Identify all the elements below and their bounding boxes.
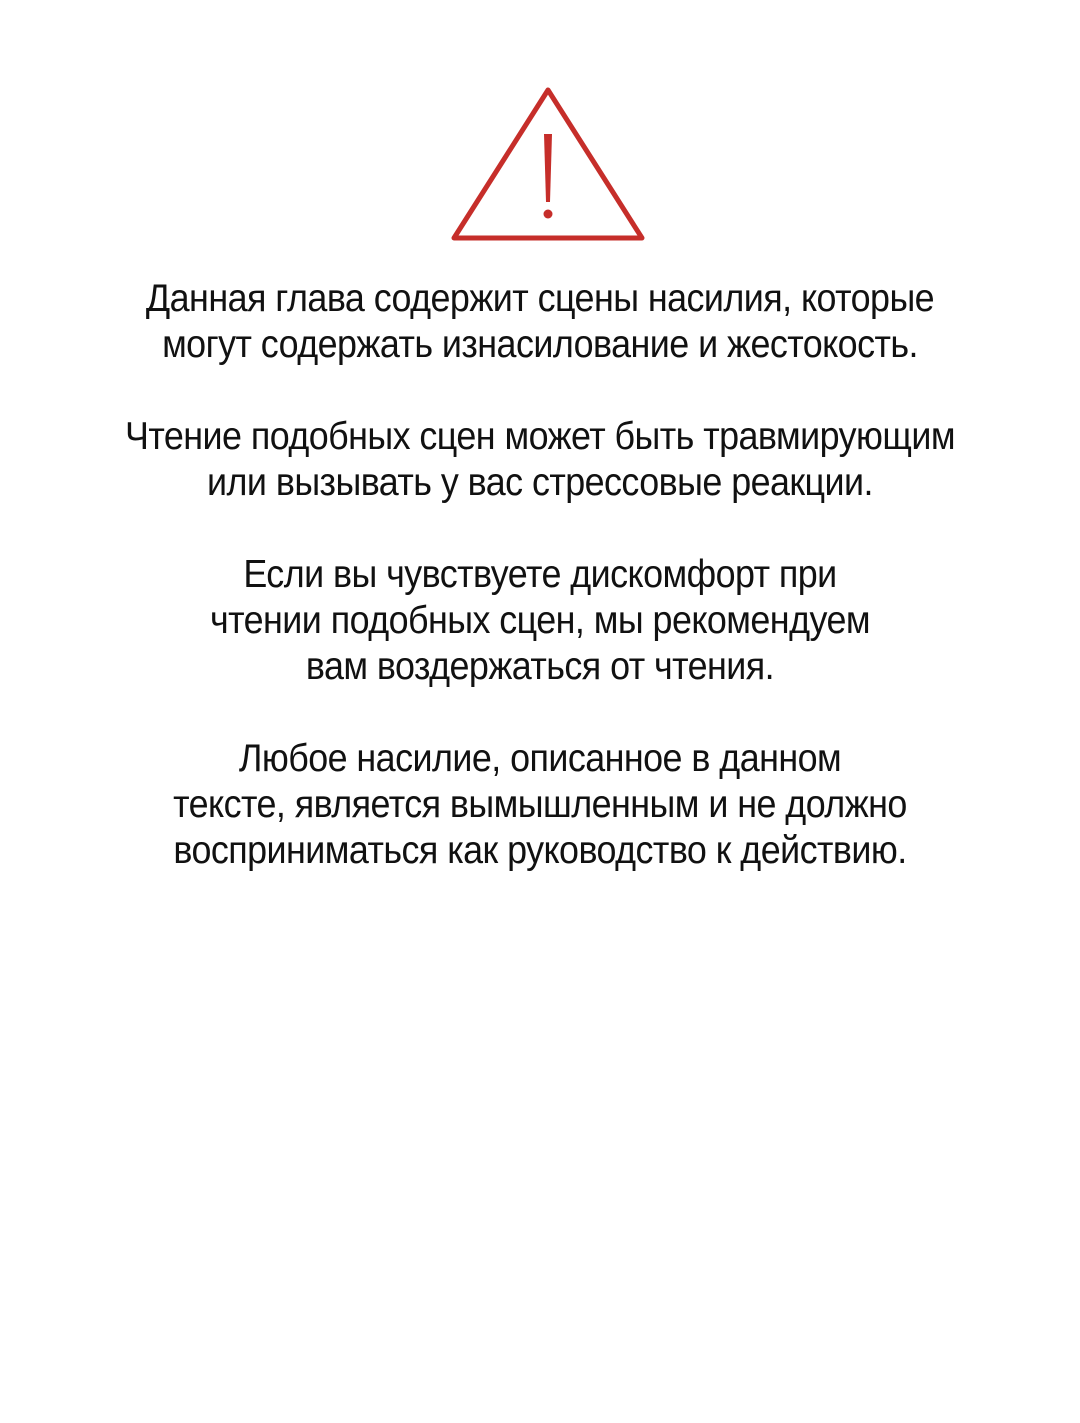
paragraph-content-warning <box>40 276 1040 368</box>
text-line: восприниматься как руководство к действию. <box>173 829 907 872</box>
warning-triangle-icon <box>448 84 648 244</box>
text-line: могут содержать изнасилование и жестокость. <box>162 323 918 366</box>
paragraph-trauma-warning <box>40 414 1040 506</box>
paragraph-disclaimer <box>40 736 1040 874</box>
text-line: чтении подобных сцен, мы рекомендуем <box>210 599 870 642</box>
warning-text <box>40 276 1040 920</box>
text-line: Данная глава содержит сцены насилия, которые <box>145 277 935 320</box>
text-line: Чтение подобных сцен может быть травмирующим <box>125 415 955 458</box>
text-line: тексте, является вымышленным и не должно <box>173 783 907 826</box>
paragraph-recommendation <box>40 552 1040 690</box>
text-line: вам воздержаться от чтения. <box>305 645 775 688</box>
text-line: Если вы чувствуете дискомфорт при <box>243 553 837 596</box>
text-line: или вызывать у вас стрессовые реакции. <box>207 461 873 504</box>
text-line: Любое насилие, описанное в данном <box>238 737 842 780</box>
